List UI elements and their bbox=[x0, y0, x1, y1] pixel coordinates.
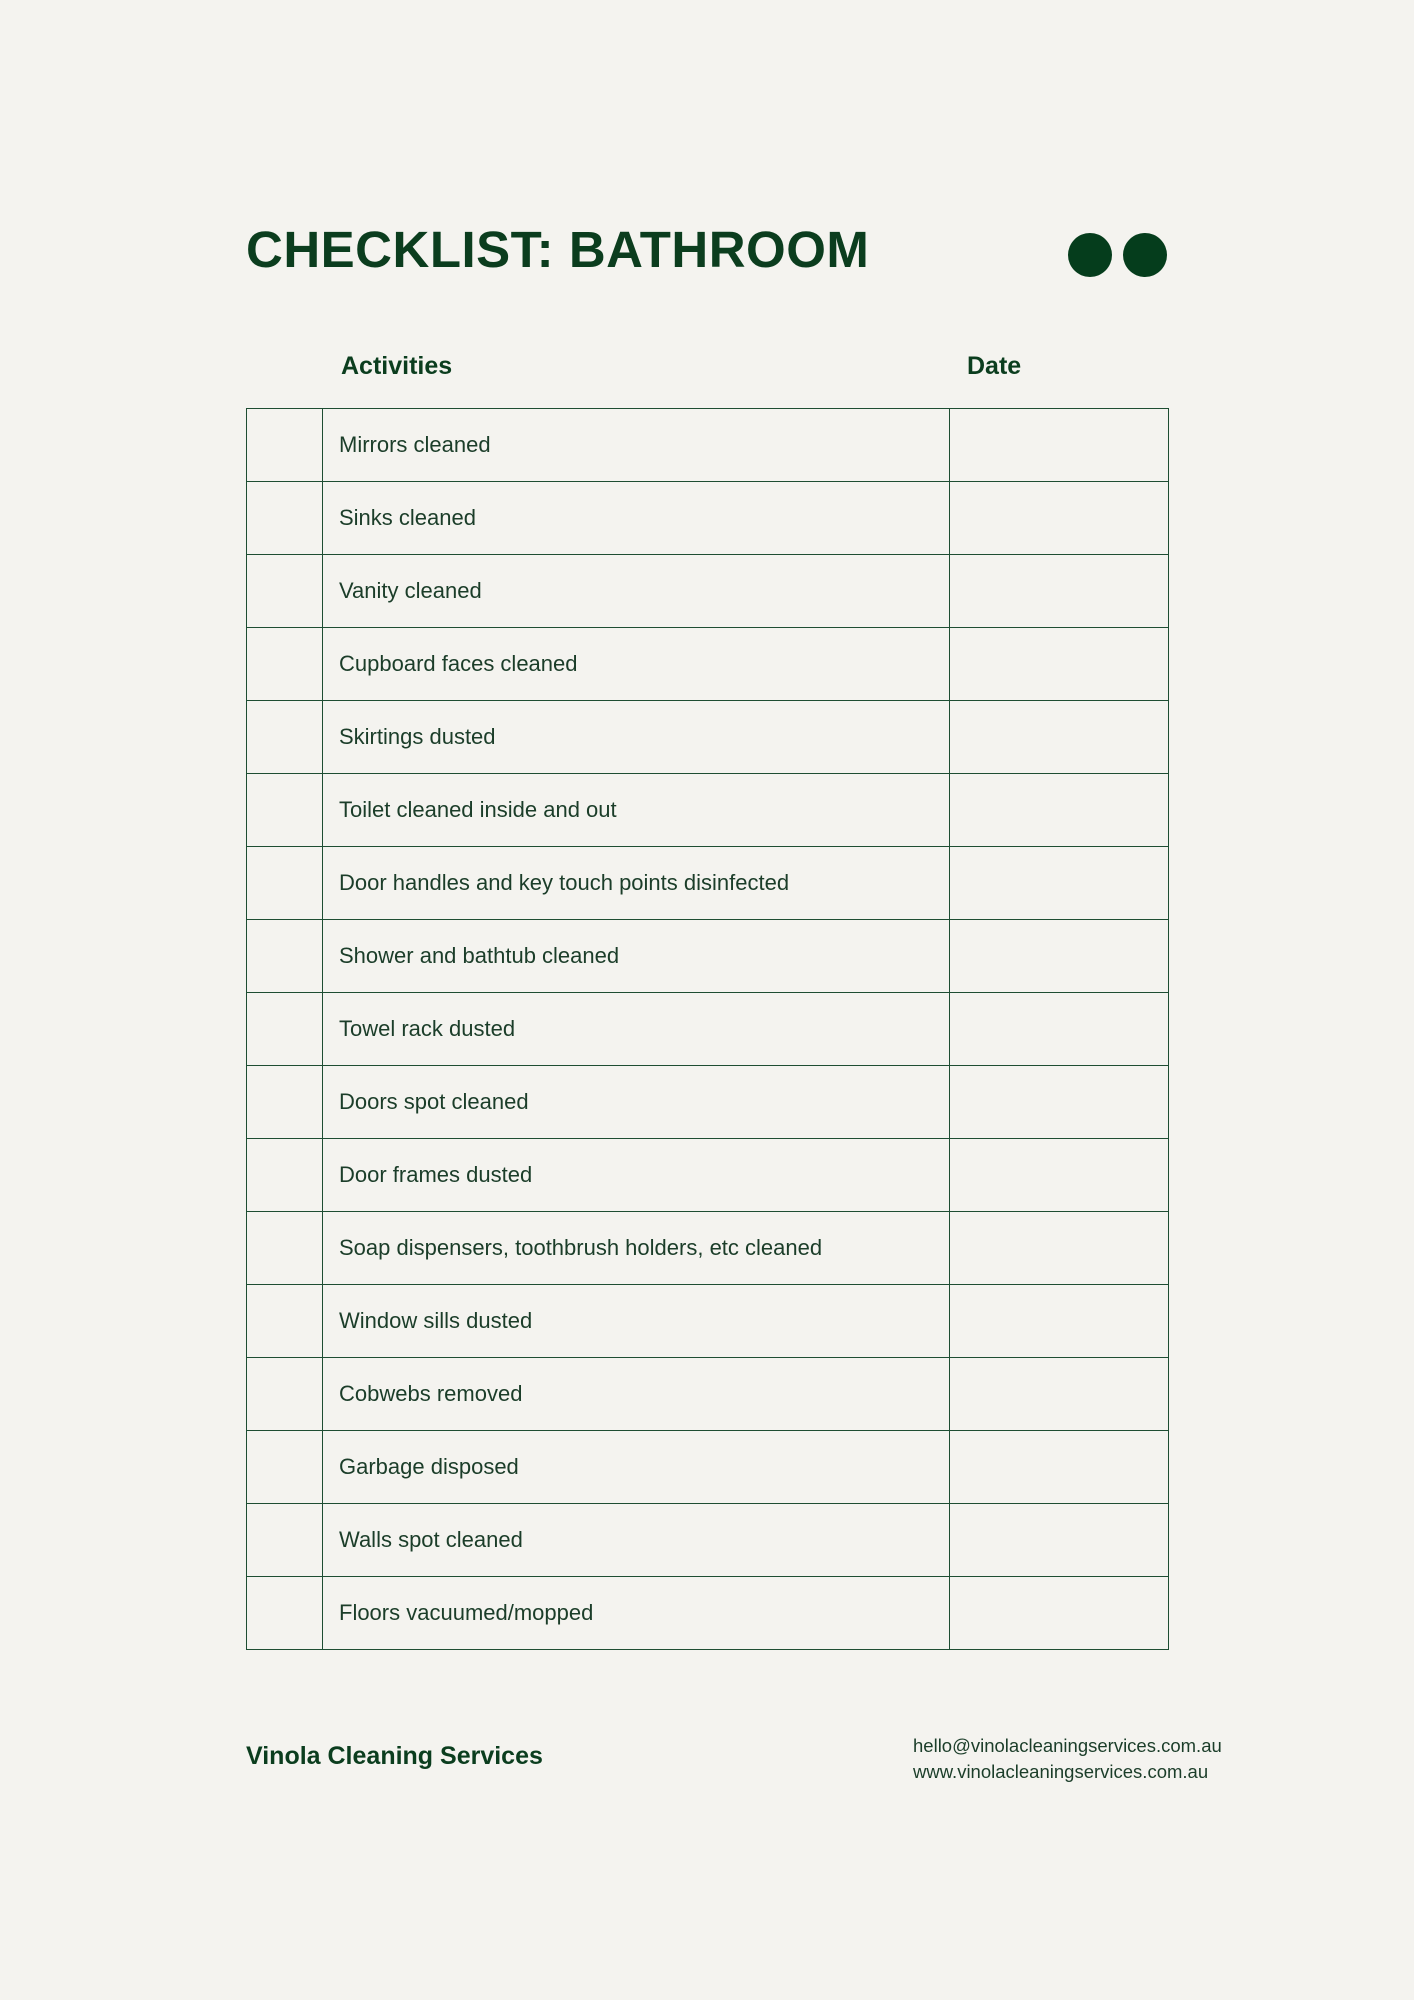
activity-cell: Walls spot cleaned bbox=[323, 1504, 950, 1576]
activities-column-header: Activities bbox=[341, 352, 453, 380]
checkbox-cell[interactable] bbox=[247, 1504, 323, 1576]
date-cell[interactable] bbox=[950, 1212, 1169, 1284]
contact-info bbox=[913, 1733, 1222, 1785]
date-cell[interactable] bbox=[950, 701, 1169, 773]
checkbox-cell[interactable] bbox=[247, 628, 323, 700]
checkbox-cell[interactable] bbox=[247, 920, 323, 992]
date-cell[interactable] bbox=[950, 628, 1169, 700]
table-row bbox=[247, 555, 1169, 628]
table-row bbox=[247, 1285, 1169, 1358]
date-column-header: Date bbox=[967, 352, 1022, 380]
date-cell[interactable] bbox=[950, 1139, 1169, 1211]
table-row bbox=[247, 482, 1169, 555]
table-row bbox=[247, 409, 1169, 482]
table-row bbox=[247, 1066, 1169, 1139]
company-name: Vinola Cleaning Services bbox=[246, 1742, 543, 1770]
checkbox-cell[interactable] bbox=[247, 847, 323, 919]
checkbox-cell[interactable] bbox=[247, 482, 323, 554]
checkbox-cell[interactable] bbox=[247, 1431, 323, 1503]
checkbox-cell[interactable] bbox=[247, 1285, 323, 1357]
checkbox-cell[interactable] bbox=[247, 409, 323, 481]
activity-cell: Doors spot cleaned bbox=[323, 1066, 950, 1138]
circle-icon bbox=[1068, 233, 1112, 277]
table-row bbox=[247, 1504, 1169, 1577]
activity-cell: Skirtings dusted bbox=[323, 701, 950, 773]
email-text: hello@vinolacleaningservices.com.au bbox=[913, 1735, 1222, 1756]
circle-icon bbox=[1123, 233, 1167, 277]
website-text: www.vinolacleaningservices.com.au bbox=[913, 1761, 1209, 1782]
activity-cell: Window sills dusted bbox=[323, 1285, 950, 1357]
table-row bbox=[247, 1139, 1169, 1212]
checkbox-cell[interactable] bbox=[247, 555, 323, 627]
checklist-table bbox=[246, 408, 1169, 1650]
date-cell[interactable] bbox=[950, 555, 1169, 627]
date-cell[interactable] bbox=[950, 993, 1169, 1065]
checkbox-cell[interactable] bbox=[247, 774, 323, 846]
table-row bbox=[247, 1212, 1169, 1285]
activity-cell: Door frames dusted bbox=[323, 1139, 950, 1211]
date-cell[interactable] bbox=[950, 1577, 1169, 1649]
page-title: CHECKLIST: BATHROOM bbox=[246, 221, 870, 278]
activity-cell: Toilet cleaned inside and out bbox=[323, 774, 950, 846]
checkbox-cell[interactable] bbox=[247, 1577, 323, 1649]
activity-cell: Cupboard faces cleaned bbox=[323, 628, 950, 700]
date-cell[interactable] bbox=[950, 847, 1169, 919]
date-cell[interactable] bbox=[950, 409, 1169, 481]
table-row bbox=[247, 1577, 1169, 1650]
checkbox-cell[interactable] bbox=[247, 1358, 323, 1430]
activity-cell: Soap dispensers, toothbrush holders, etc cleaned bbox=[323, 1212, 950, 1284]
activity-cell: Vanity cleaned bbox=[323, 555, 950, 627]
date-cell[interactable] bbox=[950, 920, 1169, 992]
table-row bbox=[247, 701, 1169, 774]
activity-cell: Floors vacuumed/mopped bbox=[323, 1577, 950, 1649]
date-cell[interactable] bbox=[950, 1431, 1169, 1503]
table-row bbox=[247, 993, 1169, 1066]
table-row bbox=[247, 1358, 1169, 1431]
activity-cell: Towel rack dusted bbox=[323, 993, 950, 1065]
date-cell[interactable] bbox=[950, 774, 1169, 846]
activity-cell: Garbage disposed bbox=[323, 1431, 950, 1503]
activity-cell: Door handles and key touch points disinfected bbox=[323, 847, 950, 919]
checkbox-cell[interactable] bbox=[247, 1066, 323, 1138]
decorative-dots bbox=[1068, 233, 1167, 277]
table-row bbox=[247, 1431, 1169, 1504]
checkbox-cell[interactable] bbox=[247, 701, 323, 773]
table-row bbox=[247, 628, 1169, 701]
date-cell[interactable] bbox=[950, 1504, 1169, 1576]
activity-cell: Mirrors cleaned bbox=[323, 409, 950, 481]
checkbox-cell[interactable] bbox=[247, 1212, 323, 1284]
table-row bbox=[247, 847, 1169, 920]
date-cell[interactable] bbox=[950, 1285, 1169, 1357]
activity-cell: Cobwebs removed bbox=[323, 1358, 950, 1430]
table-row bbox=[247, 774, 1169, 847]
date-cell[interactable] bbox=[950, 482, 1169, 554]
activity-cell: Shower and bathtub cleaned bbox=[323, 920, 950, 992]
date-cell[interactable] bbox=[950, 1358, 1169, 1430]
activity-cell: Sinks cleaned bbox=[323, 482, 950, 554]
table-row bbox=[247, 920, 1169, 993]
checkbox-cell[interactable] bbox=[247, 993, 323, 1065]
checkbox-cell[interactable] bbox=[247, 1139, 323, 1211]
date-cell[interactable] bbox=[950, 1066, 1169, 1138]
